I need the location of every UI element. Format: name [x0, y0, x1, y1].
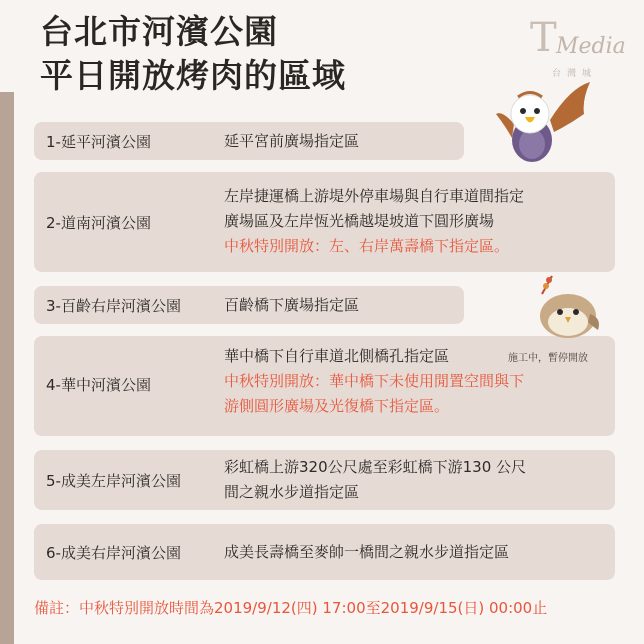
brand-logo	[530, 16, 630, 86]
sparrow-mascot-icon	[532, 274, 606, 344]
construction-note: 施工中，暫停開放	[508, 353, 588, 364]
park-card-1	[34, 122, 464, 160]
park-desc: 延平宮前廣場指定區	[224, 132, 360, 150]
logo-mark: T	[530, 15, 557, 61]
park-name: 3-百齡右岸河濱公園	[46, 297, 181, 315]
park-card-5	[34, 450, 615, 510]
park-card-2	[34, 172, 615, 272]
park-name: 5-成美左岸河濱公園	[46, 472, 181, 490]
logo-word: Media	[556, 34, 626, 59]
special-open-text: 中秋特別開放：左、右岸萬壽橋下指定區。	[224, 237, 510, 255]
park-card-6	[34, 524, 615, 580]
park-card-3	[34, 286, 464, 324]
park-name: 6-成美右岸河濱公園	[46, 544, 181, 562]
park-desc: 成美長壽橋至麥帥一橋間之親水步道指定區	[224, 543, 510, 561]
park-desc: 左岸捷運橋上游堤外停車場與自行車道間指定 廣場區及左岸恆光橋越堤坡道下圓形廣場 中秋特別開放：左、右岸萬壽橋下指定區。	[224, 184, 524, 259]
eagle-mascot-icon	[492, 80, 592, 172]
park-desc: 華中橋下自行車道北側橋孔指定區 中秋特別開放：華中橋下未使用閒置空間與下 游側圓形廣場及光復橋下指定區。	[224, 344, 524, 419]
park-card-4	[34, 336, 615, 436]
park-desc: 彩虹橋上游320公尺處至彩虹橋下游130 公尺 間之親水步道指定區	[224, 458, 527, 501]
park-name: 4-華中河濱公園	[46, 376, 151, 394]
logo-sub: 台灣城	[552, 69, 598, 79]
left-accent-bar	[0, 92, 14, 644]
special-open-text: 游側圓形廣場及光復橋下指定區。	[224, 397, 450, 415]
park-name: 1-延平河濱公園	[46, 133, 151, 151]
title-line-1: 台北市河濱公園	[40, 12, 278, 51]
park-name: 2-道南河濱公園	[46, 214, 151, 232]
special-open-text: 中秋特別開放：華中橋下未使用閒置空間與下	[224, 372, 525, 390]
page-title	[40, 10, 346, 98]
footnote: 備註：中秋特別開放時間為2019/9/12(四) 17:00至2019/9/15(日) 00:00止	[34, 599, 548, 617]
title-line-2: 平日開放烤肉的區域	[40, 56, 346, 95]
park-desc: 百齡橋下廣場指定區	[224, 296, 360, 314]
